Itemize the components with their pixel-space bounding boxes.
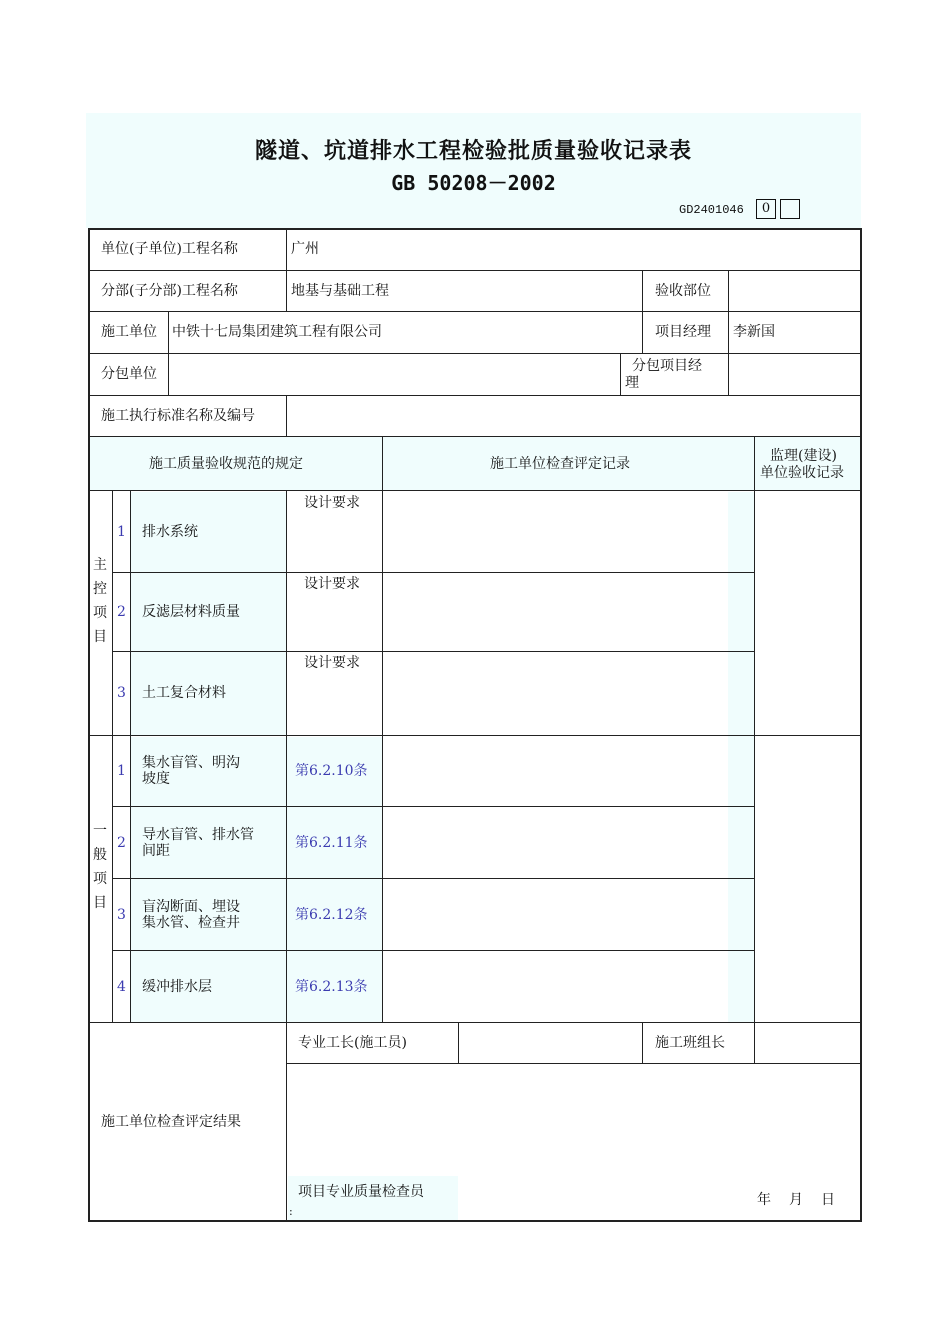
general-item-4-clause: 第6.2.13条: [295, 979, 368, 995]
date-year: 年: [757, 1192, 771, 1208]
general-items-label: 一 般 项 目: [93, 823, 107, 911]
main-item-2-no: 2: [117, 604, 126, 620]
main-item-3-req: 设计要求: [304, 655, 360, 671]
main-item-1-name: 排水系统: [142, 524, 198, 540]
foreman-label: 专业工长(施工员): [298, 1035, 407, 1051]
general-item-2-name-line2: 间距: [142, 843, 170, 859]
inspector-colon: :: [289, 1205, 293, 1218]
project-manager-value[interactable]: 李新国: [733, 324, 775, 340]
date-day: 日: [821, 1192, 835, 1208]
main-item-2-name: 反滤层材料质量: [142, 604, 240, 620]
inspector-label: 项目专业质量检查员: [298, 1184, 424, 1200]
general-item-3-name-line2: 集水管、检查井: [142, 915, 240, 931]
sub-project-label: 分部(子分部)工程名称: [101, 283, 238, 299]
unit-project-value[interactable]: 广州: [291, 241, 319, 257]
main-item-3-name: 土工复合材料: [142, 685, 226, 701]
date-month: 月: [789, 1192, 803, 1208]
unit-project-label: 单位(子单位)工程名称: [101, 241, 238, 257]
main-item-1-no: 1: [117, 524, 126, 540]
code-box-2[interactable]: [780, 199, 800, 219]
code-box-1[interactable]: 0: [756, 199, 776, 219]
general-item-1-clause: 第6.2.10条: [295, 763, 368, 779]
general-item-3-name-line1: 盲沟断面、埋设: [142, 899, 240, 915]
sub-pm-label-line2: 理: [625, 375, 639, 391]
supervisor-header-line1: 监理(建设): [770, 448, 837, 464]
subcontractor-label: 分包单位: [101, 366, 157, 382]
team-leader-label: 施工班组长: [655, 1035, 725, 1051]
general-item-1-name-line2: 坡度: [142, 771, 170, 787]
standard-code: GB 50208－2002: [391, 171, 556, 195]
standard-label: 施工执行标准名称及编号: [101, 408, 255, 424]
result-label: 施工单位检查评定结果: [101, 1114, 241, 1130]
contractor-value[interactable]: 中铁十七局集团建筑工程有限公司: [172, 324, 382, 340]
form-code: GD2401046: [679, 203, 744, 217]
sub-pm-label-line1: 分包项目经: [632, 358, 702, 374]
general-item-1-name-line1: 集水盲管、明沟: [142, 755, 240, 771]
main-item-2-req: 设计要求: [304, 576, 360, 592]
main-item-3-no: 3: [117, 685, 126, 701]
project-manager-label: 项目经理: [655, 324, 711, 340]
page-title: 隧道、坑道排水工程检验批质量验收记录表: [254, 139, 692, 164]
main-item-1-req: 设计要求: [304, 495, 360, 511]
main-control-label: 主 控 项 目: [93, 557, 107, 645]
general-item-2-clause: 第6.2.11条: [295, 835, 368, 851]
sub-project-value[interactable]: 地基与基础工程: [291, 283, 389, 299]
acceptance-part-label: 验收部位: [655, 283, 711, 299]
general-item-3-clause: 第6.2.12条: [295, 907, 368, 923]
contractor-label: 施工单位: [101, 324, 157, 340]
spec-column-header: 施工质量验收规范的规定: [149, 456, 303, 472]
general-item-4-name: 缓冲排水层: [142, 979, 212, 995]
general-item-1-no: 1: [117, 763, 126, 779]
general-item-2-no: 2: [117, 835, 126, 851]
supervisor-header-line2: 单位验收记录: [760, 465, 844, 481]
general-item-4-no: 4: [117, 979, 126, 995]
general-item-3-no: 3: [117, 907, 126, 923]
record-column-header: 施工单位检查评定记录: [490, 456, 630, 472]
general-item-2-name-line1: 导水盲管、排水管: [142, 827, 254, 843]
